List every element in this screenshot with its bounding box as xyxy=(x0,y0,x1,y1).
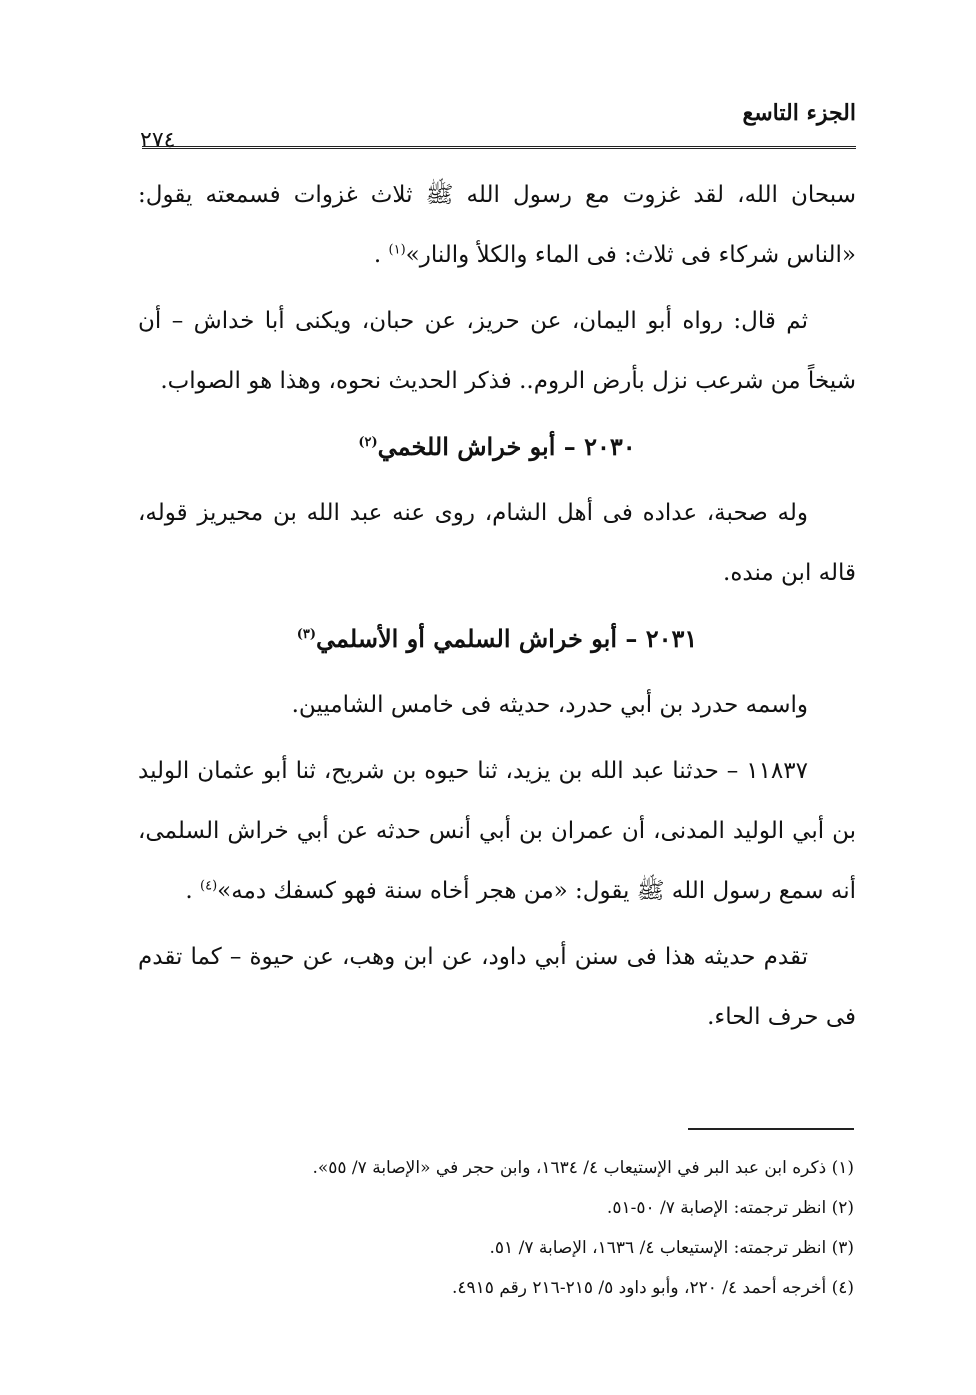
footnote-marker-1[interactable]: (١) xyxy=(388,242,406,258)
footnote-marker-4[interactable]: (٤) xyxy=(200,878,218,894)
entry-heading-2031 xyxy=(138,609,856,669)
paragraph-text: ١١٨٣٧ – حدثنا عبد الله بن يزيد، ثنا حيوه بن شريح، ثنا أبو عثمان الوليد بن أبي الوليد المدنى، أن عمران بن أبي أنس حدثه عن أبي خراش السلمى، أنه سمع رسول الله ﷺ يقول: «من هجر أخاه سنة فهو كسفك دمه» xyxy=(138,758,856,904)
paragraph-sahaba: وله صحبة، عداده فى أهل الشام، روى عنه عبد الله بن محيريز قوله، قاله ابن منده. xyxy=(138,500,856,586)
page-header xyxy=(140,88,856,153)
paragraph-hadith-shuraka xyxy=(138,165,856,285)
header-rule xyxy=(142,146,856,149)
running-title: الجزء التاسع xyxy=(742,100,856,126)
footnote-4: (٤) أخرجه أحمد ٤/ ٢٢٠، وأبو داود ٥/ ٢١٥-٢١٦ رقم ٤٩١٥. xyxy=(452,1278,854,1298)
footnote-2: (٢) انظر ترجمته: الإصابة ٧/ ٥٠-٥١. xyxy=(606,1198,854,1218)
entry-heading-2030 xyxy=(138,417,856,477)
entry-title: ٢٠٣٠ – أبو خراش اللخمي xyxy=(377,432,636,461)
paragraph-text: سبحان الله، لقد غزوت مع رسول الله ﷺ ثلاث غزوات فسمعته يقول: «الناس شركاء فى ثلاث: فى الماء والكلأ والنار» xyxy=(138,182,856,268)
paragraph-riwaya: ثم قال: رواه أبو اليمان، عن حريز، عن حبان، ويكنى أبا خداش – أن شيخاً من شرعب نزل بأرض الروم.. فذكر الحديث نحوه، وهذا هو الصواب. xyxy=(138,308,856,394)
entry-title: ٢٠٣١ – أبو خراش السلمي أو الأسلمي xyxy=(316,624,698,653)
page-number: ٢٧٤ xyxy=(140,128,176,153)
paragraph-taqaddam: تقدم حديثه هذا فى سنن أبي داود، عن ابن وهب، عن حيوة – كما تقدم فى حرف الحاء. xyxy=(138,944,856,1030)
paragraph-end: . xyxy=(373,242,382,268)
footnote-rule xyxy=(688,1128,854,1130)
footnote-3: (٣) انظر ترجمته: الإستيعاب ٤/ ١٦٣٦، الإصابة ٧/ ٥١. xyxy=(489,1238,854,1258)
paragraph-hadith-11837 xyxy=(138,741,856,921)
footnotes xyxy=(150,1148,854,1308)
footnote-marker-2[interactable]: (٢) xyxy=(358,435,378,450)
footnote-marker-3[interactable]: (٣) xyxy=(296,627,317,642)
main-text xyxy=(138,165,856,1053)
paragraph-ism: واسمه حدرد بن أبي حدرد، حديثه فى خامس الشاميين. xyxy=(291,692,808,718)
paragraph-end: . xyxy=(185,878,193,904)
footnote-1: (١) ذكره ابن عبد البر في الإستيعاب ٤/ ١٦٣٤، وابن حجر في «الإصابة ٧/ ٥٥». xyxy=(312,1158,854,1178)
